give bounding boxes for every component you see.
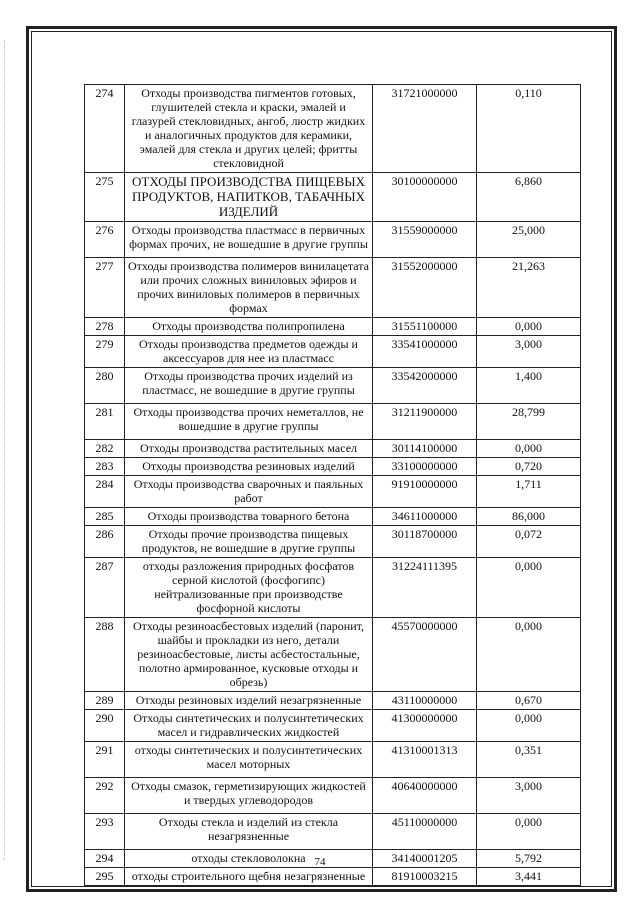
waste-code: 41310001313 xyxy=(373,742,477,778)
waste-name: Отходы производства товарного бетона xyxy=(125,508,373,526)
waste-code: 31721000000 xyxy=(373,85,477,173)
row-number: 293 xyxy=(85,814,125,850)
row-number: 294 xyxy=(85,850,125,868)
waste-name: Отходы производства прочих изделий из пластмасс, не вошедшие в другие группы xyxy=(125,368,373,404)
row-number: 291 xyxy=(85,742,125,778)
row-number: 279 xyxy=(85,336,125,368)
row-number: 292 xyxy=(85,778,125,814)
waste-amount: 21,263 xyxy=(477,258,581,318)
table-row xyxy=(85,258,581,318)
waste-amount: 86,000 xyxy=(477,508,581,526)
row-number: 285 xyxy=(85,508,125,526)
row-number: 295 xyxy=(85,868,125,886)
row-number: 287 xyxy=(85,558,125,618)
waste-amount: 6,860 xyxy=(477,173,581,222)
row-number: 283 xyxy=(85,458,125,476)
table-row xyxy=(85,368,581,404)
waste-name: отходы стекловолокна xyxy=(125,850,373,868)
waste-code: 31552000000 xyxy=(373,258,477,318)
table-row xyxy=(85,814,581,850)
waste-code: 30114100000 xyxy=(373,440,477,458)
waste-name: Отходы производства пигментов готовых, глушителей стекла и краски, эмалей и глазурей стекловидных, ангоб, люстр жидких и аналогичных продуктов для керамики, эмалей для стекла и других целей; фритты стекловидной xyxy=(125,85,373,173)
waste-code: 33542000000 xyxy=(373,368,477,404)
binding-margin-dots xyxy=(4,40,6,860)
waste-name: отходы разложения природных фосфатов серной кислотой (фосфогипс) нейтрализованные при производстве фосфорной кислоты xyxy=(125,558,373,618)
waste-table xyxy=(84,84,581,886)
waste-amount: 0,000 xyxy=(477,558,581,618)
table-row xyxy=(85,173,581,222)
table-row xyxy=(85,868,581,886)
waste-amount: 0,000 xyxy=(477,814,581,850)
table-row xyxy=(85,318,581,336)
row-number: 284 xyxy=(85,476,125,508)
waste-amount: 0,000 xyxy=(477,318,581,336)
waste-amount: 0,000 xyxy=(477,710,581,742)
table-row xyxy=(85,710,581,742)
waste-amount: 28,799 xyxy=(477,404,581,440)
row-number: 275 xyxy=(85,173,125,222)
waste-amount: 0,110 xyxy=(477,85,581,173)
waste-name: Отходы производства полимеров винилацетата или прочих сложных виниловых эфиров и прочих виниловых полимеров в первичных формах xyxy=(125,258,373,318)
waste-amount: 3,000 xyxy=(477,778,581,814)
row-number: 277 xyxy=(85,258,125,318)
waste-name: ОТХОДЫ ПРОИЗВОДСТВА ПИЩЕВЫХ ПРОДУКТОВ, НАПИТКОВ, ТАБАЧНЫХ ИЗДЕЛИЙ xyxy=(125,173,373,222)
waste-amount: 0,720 xyxy=(477,458,581,476)
waste-code: 34611000000 xyxy=(373,508,477,526)
table-row xyxy=(85,336,581,368)
waste-name: Отходы производства пластмасс в первичных формах прочих, не вошедшие в другие группы xyxy=(125,222,373,258)
row-number: 290 xyxy=(85,710,125,742)
waste-code: 40640000000 xyxy=(373,778,477,814)
table-row xyxy=(85,778,581,814)
row-number: 289 xyxy=(85,692,125,710)
row-number: 274 xyxy=(85,85,125,173)
row-number: 280 xyxy=(85,368,125,404)
waste-name: Отходы производства резиновых изделий xyxy=(125,458,373,476)
page-number: 74 xyxy=(314,856,326,868)
table-row xyxy=(85,404,581,440)
waste-code: 31211900000 xyxy=(373,404,477,440)
waste-code: 45110000000 xyxy=(373,814,477,850)
waste-name: Отходы резиновых изделий незагрязненные xyxy=(125,692,373,710)
waste-name: Отходы резиноасбестовых изделий (паронит, шайбы и прокладки из него, детали резиноасбестовые, листы асбестостальные, полотно армированное, кусковые отходы и обрезь) xyxy=(125,618,373,692)
waste-amount: 1,711 xyxy=(477,476,581,508)
table-row xyxy=(85,618,581,692)
waste-code: 30118700000 xyxy=(373,526,477,558)
waste-code: 91910000000 xyxy=(373,476,477,508)
waste-amount: 25,000 xyxy=(477,222,581,258)
waste-code: 34140001205 xyxy=(373,850,477,868)
table-row xyxy=(85,85,581,173)
waste-amount: 0,000 xyxy=(477,440,581,458)
waste-amount: 0,670 xyxy=(477,692,581,710)
waste-amount: 1,400 xyxy=(477,368,581,404)
row-number: 282 xyxy=(85,440,125,458)
waste-code: 81910003215 xyxy=(373,868,477,886)
table-row xyxy=(85,526,581,558)
row-number: 288 xyxy=(85,618,125,692)
table-row xyxy=(85,222,581,258)
waste-amount: 0,000 xyxy=(477,618,581,692)
waste-name: Отходы производства предметов одежды и аксессуаров для нее из пластмасс xyxy=(125,336,373,368)
waste-name: Отходы смазок, герметизирующих жидкостей и твердых углеводородов xyxy=(125,778,373,814)
waste-code: 31559000000 xyxy=(373,222,477,258)
waste-name: Отходы производства полипропилена xyxy=(125,318,373,336)
waste-code: 41300000000 xyxy=(373,710,477,742)
row-number: 276 xyxy=(85,222,125,258)
waste-name: Отходы производства растительных масел xyxy=(125,440,373,458)
waste-amount: 3,441 xyxy=(477,868,581,886)
waste-code: 30100000000 xyxy=(373,173,477,222)
row-number: 281 xyxy=(85,404,125,440)
waste-code: 43110000000 xyxy=(373,692,477,710)
table-row xyxy=(85,508,581,526)
waste-amount: 3,000 xyxy=(477,336,581,368)
table-row xyxy=(85,692,581,710)
waste-table-body xyxy=(85,85,581,886)
waste-name: Отходы стекла и изделий из стекла незагрязненные xyxy=(125,814,373,850)
row-number: 278 xyxy=(85,318,125,336)
waste-name: Отходы производства сварочных и паяльных работ xyxy=(125,476,373,508)
table-row xyxy=(85,476,581,508)
table-row xyxy=(85,558,581,618)
waste-name: отходы строительного щебня незагрязненные xyxy=(125,868,373,886)
waste-name: Отходы синтетических и полусинтетических масел и гидравлических жидкостей xyxy=(125,710,373,742)
waste-code: 33100000000 xyxy=(373,458,477,476)
table-row xyxy=(85,458,581,476)
waste-code: 31224111395 xyxy=(373,558,477,618)
waste-amount: 0,351 xyxy=(477,742,581,778)
row-number: 286 xyxy=(85,526,125,558)
waste-name: Отходы производства прочих неметаллов, не вошедшие в другие группы xyxy=(125,404,373,440)
waste-code: 31551100000 xyxy=(373,318,477,336)
waste-amount: 0,072 xyxy=(477,526,581,558)
waste-code: 45570000000 xyxy=(373,618,477,692)
waste-code: 33541000000 xyxy=(373,336,477,368)
table-row xyxy=(85,440,581,458)
waste-name: Отходы прочие производства пищевых продуктов, не вошедшие в другие группы xyxy=(125,526,373,558)
waste-name: отходы синтетических и полусинтетических масел моторных xyxy=(125,742,373,778)
table-row xyxy=(85,742,581,778)
waste-amount: 5,792 xyxy=(477,850,581,868)
